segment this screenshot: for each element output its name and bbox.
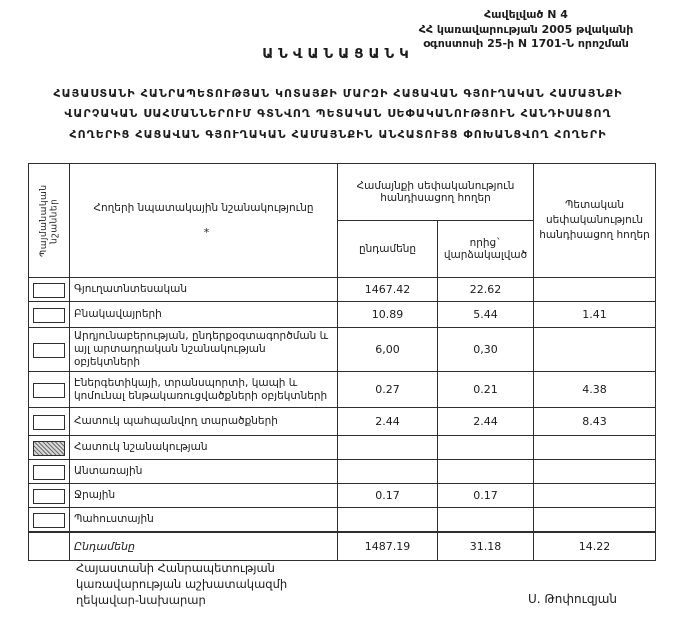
land-category-label: Անտառային [70, 460, 338, 484]
signatory-line-1: Հայաստանի Հանրապետության [76, 561, 275, 575]
totals-label: Ընդամենը [70, 532, 338, 560]
legend-box [33, 513, 65, 528]
legend-box [33, 465, 65, 480]
annex-decision-line: օգոստոսի 25-ի N 1701-Ն որոշման [423, 37, 629, 51]
state-value [534, 508, 656, 533]
annex-number: Հավելված N 4 [484, 8, 568, 21]
community-total-value: 1467.42 [338, 278, 438, 302]
state-value [534, 484, 656, 508]
heading-line-1: ՀԱՅԱՍՏԱՆԻ ՀԱՆՐԱՊԵՏՈՒԹՅԱՆ ԿՈՏԱՅՔԻ ՄԱՐԶԻ ՀԱՑԱՎԱՆ ԳՅՈՒՂԱԿԱՆ ՀԱՄԱՅՆՔԻ [53, 87, 623, 100]
table-row [29, 328, 656, 372]
community-total-value [338, 460, 438, 484]
table-row [29, 460, 656, 484]
land-category-label: Բնակավայրերի [70, 302, 338, 328]
legend-cell [29, 484, 70, 508]
totals-state: 14.22 [534, 532, 656, 560]
state-value [534, 328, 656, 372]
community-leased-value: 22.62 [438, 278, 534, 302]
community-leased-value: 0.17 [438, 484, 534, 508]
legend-box [33, 343, 65, 358]
legend-column-header [29, 164, 70, 278]
legend-cell [29, 372, 70, 408]
land-category-label: Ջրային [70, 484, 338, 508]
community-total-value: 2.44 [338, 408, 438, 436]
legend-box [33, 489, 65, 504]
legend-box-hatched [33, 441, 65, 456]
table-row [29, 436, 656, 460]
land-category-label: Հատուկ պահպանվող տարածքների [70, 408, 338, 436]
community-leased-value: 2.44 [438, 408, 534, 436]
totals-community-leased: 31.18 [438, 532, 534, 560]
legend-cell [29, 328, 70, 372]
table-row [29, 372, 656, 408]
legend-cell [29, 302, 70, 328]
table-row [29, 302, 656, 328]
annex-reference-block [390, 8, 662, 52]
community-total-value [338, 508, 438, 533]
legend-column-label: Պայմանական նշաններ [38, 184, 59, 257]
community-total-value [338, 436, 438, 460]
legend-box [33, 415, 65, 430]
land-category-label: Գյուղատնտեսական [70, 278, 338, 302]
purpose-column-header [70, 164, 338, 278]
community-leased-value [438, 508, 534, 533]
community-total-value: 0.27 [338, 372, 438, 408]
signatory-line-3: ղեկավար-նախարար [76, 592, 206, 607]
signature-name: Ս. Թոփուզյան [528, 592, 618, 606]
community-total-value: 6,00 [338, 328, 438, 372]
legend-cell [29, 278, 70, 302]
community-total-value: 0.17 [338, 484, 438, 508]
purpose-column-label: Հողերի նպատակային նշանակությունը [93, 202, 314, 214]
table-row [29, 484, 656, 508]
community-total-header: ընդամենը [338, 221, 438, 278]
document-heading [6, 84, 670, 145]
community-group-header: Համայնքի սեփականություն հանդիսացող հողեր [338, 164, 534, 221]
totals-row [29, 532, 656, 560]
heading-line-2: ՎԱՐՉԱԿԱՆ ՍԱՀՄԱՆՆԵՐՈՒՄ ԳՏՆՎՈՂ ՊԵՏԱԿԱՆ ՍԵՓԱԿԱՆՈՒԹՅՈՒՆ ՀԱՆԴԻՍԱՑՈՂ [64, 107, 612, 121]
land-category-label: Էներգետիկայի, տրանսպորտի, կապի և կոմունալ ենթակառուցվածքների օբյեկտների [70, 372, 338, 408]
annex-government-line: ՀՀ կառավարության 2005 թվականի [418, 22, 634, 36]
community-leased-value: 0.21 [438, 372, 534, 408]
state-value [534, 460, 656, 484]
community-total-value: 10.89 [338, 302, 438, 328]
land-category-label: Արդյունաբերության, ընդերքօգտագործման և այլ արտադրական նշանակության օբյեկտների [70, 328, 338, 372]
legend-box [33, 383, 65, 398]
legend-box [33, 308, 65, 323]
state-column-header: Պետական սեփականություն հանդիսացող հողեր [534, 164, 656, 278]
totals-community-total: 1487.19 [338, 532, 438, 560]
table-row [29, 508, 656, 533]
land-transfer-table [28, 163, 656, 561]
table-row [29, 278, 656, 302]
community-leased-header: որից` վարձակալված [438, 221, 534, 278]
legend-box [33, 283, 65, 298]
purpose-footnote-asterisk: * [203, 226, 210, 239]
signatory-title-block [76, 561, 287, 609]
legend-cell [29, 460, 70, 484]
community-leased-value: 0,30 [438, 328, 534, 372]
community-leased-value [438, 436, 534, 460]
state-value [534, 436, 656, 460]
legend-cell [29, 508, 70, 533]
legend-cell-empty [29, 532, 70, 560]
state-value [534, 278, 656, 302]
signatory-line-2: կառավարության աշխատակազմի [76, 576, 288, 591]
community-leased-value: 5.44 [438, 302, 534, 328]
heading-line-3: ՀՈՂԵՐԻՑ ՀԱՑԱՎԱՆ ԳՅՈՒՂԱԿԱՆ ՀԱՄԱՅՆՔԻՆ ԱՆՀԱՏՈՒՅՑ ՓՈԽԱՆՑՎՈՂ ՀՈՂԵՐԻ [69, 127, 607, 141]
legend-cell [29, 408, 70, 436]
state-value: 8.43 [534, 408, 656, 436]
legend-cell [29, 436, 70, 460]
land-category-label: Պահուստային [70, 508, 338, 533]
community-leased-value [438, 460, 534, 484]
state-value: 1.41 [534, 302, 656, 328]
state-value: 4.38 [534, 372, 656, 408]
table-row [29, 408, 656, 436]
document-title: ԱՆՎԱՆԱՑԱՆԿ [262, 46, 414, 62]
land-category-label: Հատուկ նշանակության [70, 436, 338, 460]
